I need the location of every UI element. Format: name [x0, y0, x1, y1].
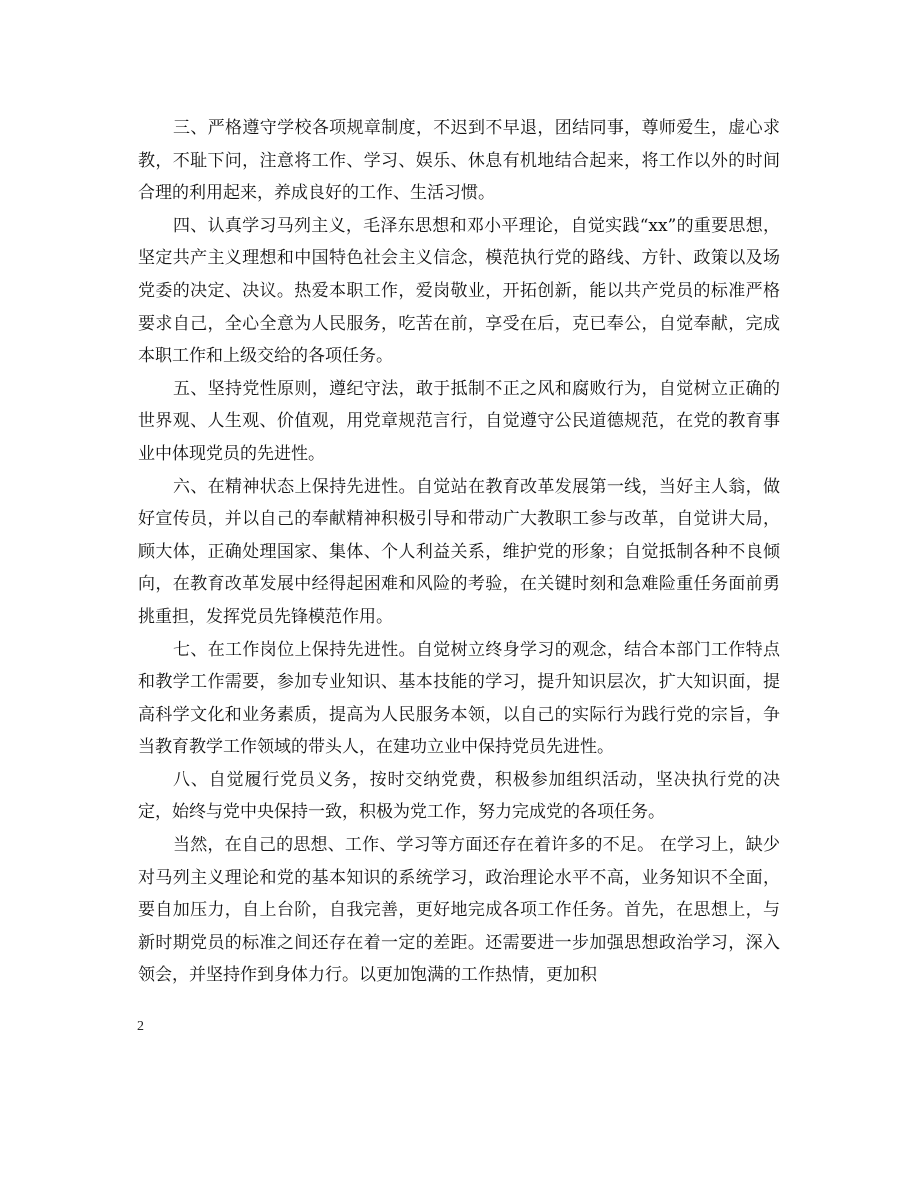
page-number: 2: [137, 1019, 144, 1034]
paragraph-3: 三、严格遵守学校各项规章制度，不迟到不早退，团结同事，尊师爱生，虚心求教，不耻下问，注意将工作、学习、娱乐、休息有机地结合起来，将工作以外的时间合理的利用起来，养成良好的工作、生活习惯。: [138, 118, 780, 204]
document-body: [138, 112, 780, 992]
paragraph-6: 六、在精神状态上保持先进性。自觉站在教育改革发展第一线，当好主人翁，做好宣传员，并以自己的奉献精神积极引导和带动广大教职工参与改革，自觉讲大局，顾大体，正确处理国家、集体、个人利益关系，维护党的形象；自觉抵制各种不良倾向，在教育改革发展中经得起困难和风险的考验，在关键时刻和急难险重任务面前勇挑重担，发挥党员先锋模范作用。: [138, 476, 780, 627]
paragraph-7: 七、在工作岗位上保持先进性。自觉树立终身学习的观念，结合本部门工作特点和教学工作需要，参加专业知识、基本技能的学习，提升知识层次，扩大知识面，提高科学文化和业务素质，提高为人民服务本领，以自己的实际行为践行党的宗旨，争当教育教学工作领域的带头人，在建功立业中保持党员先进性。: [138, 639, 780, 758]
paragraph-5: 五、坚持党性原则，遵纪守法，敢于抵制不正之风和腐败行为，自觉树立正确的世界观、人生观、价值观，用党章规范言行，自觉遵守公民道德规范，在党的教育事业中体现党员的先进性。: [138, 378, 780, 464]
paragraph-8: 八、自觉履行党员义务，按时交纳党费，积极参加组织活动，坚决执行党的决定，始终与党中央保持一致，积极为党工作，努力完成党的各项任务。: [138, 769, 780, 823]
paragraph-summary: 当然，在自己的思想、工作、学习等方面还存在着许多的不足。 在学习上，缺少对马列主义理论和党的基本知识的系统学习，政治理论水平不高，业务知识不全面，要自加压力，自上台阶，自我完善，更好地完成各项工作任务。首先，在思想上，与新时期党员的标准之间还存在着一定的差距。还需要进一步加强思想政治学习，深入领会，并坚持作到身体力行。以更加饱满的工作热情，更加积: [138, 835, 780, 986]
paragraph-4: 四、认真学习马列主义，毛泽东思想和邓小平理论，自觉实践“xx”的重要思想，坚定共产主义理想和中国特色社会主义信念，模范执行党的路线、方针、政策以及场党委的决定、决议。热爱本职工作，爱岗敬业，开拓创新，能以共产党员的标准严格要求自己，全心全意为人民服务，吃苦在前，享受在后，克已奉公，自觉奉献，完成本职工作和上级交给的各项任务。: [138, 215, 780, 367]
